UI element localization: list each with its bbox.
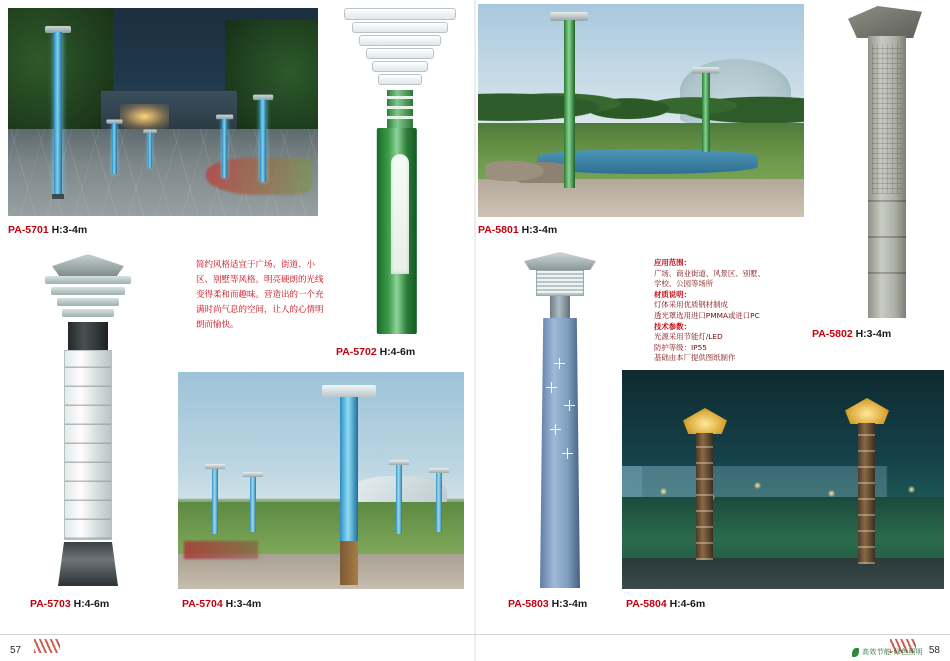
spec-tech-title: 技术参数： <box>654 321 691 331</box>
lamp-neck <box>387 90 413 130</box>
lamp-neck <box>550 296 570 318</box>
photo-pa-5802 <box>826 4 944 320</box>
distant-light-1 <box>660 488 667 495</box>
neck-band-2 <box>387 106 413 109</box>
caption-height: H:4-6m <box>73 598 110 610</box>
distant-light-3 <box>754 482 761 489</box>
caption-pa-5702 <box>336 346 415 358</box>
roadway <box>622 558 944 589</box>
lamp-post-foreground <box>332 385 366 585</box>
spec-application-line-1: 广场、商业街道、风景区、别墅、 <box>654 268 765 278</box>
lamp-base <box>340 541 358 585</box>
footer-ornament-left <box>34 639 60 653</box>
spec-application-line-2: 学校、公园等场所 <box>654 279 714 289</box>
lamp-column <box>250 477 256 532</box>
neck-band-1 <box>387 96 413 99</box>
caption-pa-5703 <box>30 598 109 610</box>
caption-pa-5701 <box>8 224 87 236</box>
caption-pa-5803 <box>508 598 587 610</box>
neck-band-3 <box>387 116 413 119</box>
flower-bed <box>184 541 258 558</box>
caption-pa-5801 <box>478 224 557 236</box>
lamp-column <box>696 433 713 560</box>
vent-grill <box>536 270 584 296</box>
caption-height: H:4-6m <box>379 346 416 358</box>
fin-1 <box>344 8 456 20</box>
page-gutter <box>474 0 476 661</box>
caption-height: H:3-4m <box>551 598 588 610</box>
perforated-panel <box>872 44 902 194</box>
fin-1 <box>45 276 131 284</box>
fin-5 <box>372 61 428 72</box>
lamp-cap <box>322 385 376 397</box>
caption-code: PA-5702 <box>336 346 377 358</box>
column-seam-1 <box>868 200 906 202</box>
intro-paragraph: 简约风格适宜于广场、街道、小区、别墅等风格。明亮硬朗的光线变得柔和而趣味。营造出的一个充满时尚气息的空间，让人的心情明朗而愉快。 <box>196 260 324 330</box>
photo-pa-5801 <box>478 4 804 217</box>
caption-height: H:3-4m <box>225 598 262 610</box>
photo-pa-5803 <box>500 248 620 592</box>
lamp-column <box>112 123 117 174</box>
fin-2 <box>51 287 125 295</box>
cross-light-3 <box>564 400 575 411</box>
lamp-column <box>564 20 575 188</box>
spec-material-line-2: 透光罩选用进口PMMA或进口PC <box>654 310 760 320</box>
lamp-neck <box>68 322 108 350</box>
lamp-column <box>260 99 266 182</box>
caption-pa-5704 <box>182 598 261 610</box>
caption-height: H:4-6m <box>669 598 706 610</box>
page-number-right: 58 <box>928 645 940 656</box>
light-diffuser-window <box>391 154 409 274</box>
lamp-cap <box>848 6 922 38</box>
photo-pa-5702 <box>336 4 464 338</box>
spec-tech-line-2: 防护等级：IP55 <box>654 342 707 352</box>
rock-group <box>485 153 570 183</box>
caption-code: PA-5802 <box>812 328 853 340</box>
caption-code: PA-5703 <box>30 598 71 610</box>
caption-height: H:3-4m <box>51 224 88 236</box>
lamp-column <box>54 32 62 196</box>
fin-stack <box>342 8 458 92</box>
lamp-base <box>58 542 118 586</box>
lamp-column <box>702 73 710 152</box>
fin-2 <box>352 22 448 33</box>
photo-pa-5703 <box>24 250 152 590</box>
photo-pa-5704 <box>178 372 464 589</box>
footer-tagline: 高效节能·绿色照明 <box>862 648 923 656</box>
lamp-base <box>52 194 64 199</box>
fin-6 <box>378 74 422 85</box>
cross-light-2 <box>546 382 557 393</box>
caption-height: H:3-4m <box>855 328 892 340</box>
distant-light-4 <box>828 490 835 497</box>
lamp-column <box>436 473 442 532</box>
lamp-column <box>222 119 227 178</box>
caption-code: PA-5701 <box>8 224 49 236</box>
walkway <box>178 554 464 589</box>
spec-tech-line-1: 光源采用节能灯/LED <box>654 332 723 342</box>
spec-block <box>654 258 814 364</box>
tree-cluster-right <box>225 20 318 136</box>
fin-4 <box>366 48 434 59</box>
cross-light-4 <box>550 424 561 435</box>
cross-light-5 <box>562 448 573 459</box>
caption-pa-5802 <box>812 328 891 340</box>
page-number-left: 57 <box>10 645 22 656</box>
fin-3 <box>359 35 441 46</box>
building-light-glow <box>120 104 170 129</box>
leaf-icon <box>852 648 859 657</box>
photo-pa-5804 <box>622 370 944 589</box>
spec-tech-line-3: 基础由本厂提供图纸制作 <box>654 353 736 363</box>
spec-application-title: 应用范围： <box>654 258 691 267</box>
footer-divider <box>0 634 950 635</box>
lamp-column <box>396 465 402 534</box>
fin-4 <box>62 309 114 317</box>
cross-light-1 <box>554 358 565 369</box>
caption-code: PA-5704 <box>182 598 223 610</box>
louvered-diffuser <box>64 350 112 540</box>
fin-3 <box>57 298 119 306</box>
walkway <box>478 179 804 217</box>
lamp-column <box>858 423 875 564</box>
caption-pa-5804 <box>626 598 705 610</box>
caption-height: H:3-4m <box>521 224 558 236</box>
column-seam-3 <box>868 272 906 274</box>
spec-material-line-1: 灯体采用优质钢材制成 <box>654 300 728 310</box>
caption-code: PA-5803 <box>508 598 549 610</box>
spec-material-title: 材质说明： <box>654 289 691 299</box>
lamp-cap <box>52 254 124 276</box>
caption-code: PA-5804 <box>626 598 667 610</box>
photo-pa-5701 <box>8 8 318 216</box>
caption-code: PA-5801 <box>478 224 519 236</box>
lamp-cap <box>524 252 596 270</box>
lamp-column <box>148 133 152 168</box>
distant-light-5 <box>908 486 915 493</box>
lamp-column <box>212 469 218 534</box>
column-seam-2 <box>868 236 906 238</box>
